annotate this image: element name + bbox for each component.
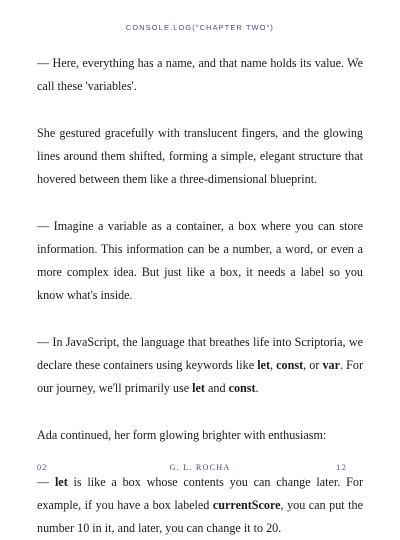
running-header: CONSOLE.LOG("CHAPTER TWO")	[125, 23, 275, 32]
keyword-current-score: currentScore	[212, 497, 281, 512]
paragraph-4-text: — In JavaScript, the language that breathes life into Scriptoria, we declare these containers using keywords like	[37, 335, 363, 373]
paragraph-6-text: —	[37, 474, 55, 489]
paragraph-3: — Imagine a variable as a container, a box where you can store information. This information can be a number, a word, or even a more complex idea. But just like a box, it needs a label so you know what's inside.	[37, 218, 363, 303]
paragraph-4-text: , or	[303, 358, 323, 373]
paragraph-4-text: .	[255, 381, 259, 396]
paragraph-4-text: ,	[270, 358, 277, 373]
keyword-const: const	[276, 358, 304, 373]
chapter-number: 02	[37, 463, 48, 472]
paragraph-6-text: is like a box whose contents you can change later. For example, if you have a box labeled	[37, 474, 363, 512]
page-number: 12	[336, 463, 347, 472]
paragraph-4-text: and	[204, 381, 229, 396]
paragraph-2: She gestured gracefully with translucent fingers, and the glowing lines around them shifted, forming a simple, elegant structure that hovered between them like a three-dimensional blueprint.	[37, 125, 363, 187]
paragraph-4-text: . For our journey, we'll primarily use	[37, 358, 363, 396]
keyword-var: var	[322, 358, 340, 373]
page-footer	[0, 463, 400, 477]
keyword-let: let	[54, 474, 68, 489]
keyword-const: const	[228, 381, 256, 396]
paragraph-6-text: , you can put the number 10 in it, and later, you can change it to 20.	[37, 497, 363, 535]
paragraph-1: — Here, everything has a name, and that name holds its value. We call these 'variables'.	[37, 56, 363, 94]
paragraph-5: Ada continued, her form glowing brighter with enthusiasm:	[37, 428, 327, 442]
keyword-let: let	[192, 381, 205, 396]
paragraph-4	[37, 331, 363, 401]
paragraph-6	[37, 471, 363, 540]
author-name: G. L. ROCHA	[169, 463, 231, 472]
keyword-let: let	[257, 358, 270, 373]
